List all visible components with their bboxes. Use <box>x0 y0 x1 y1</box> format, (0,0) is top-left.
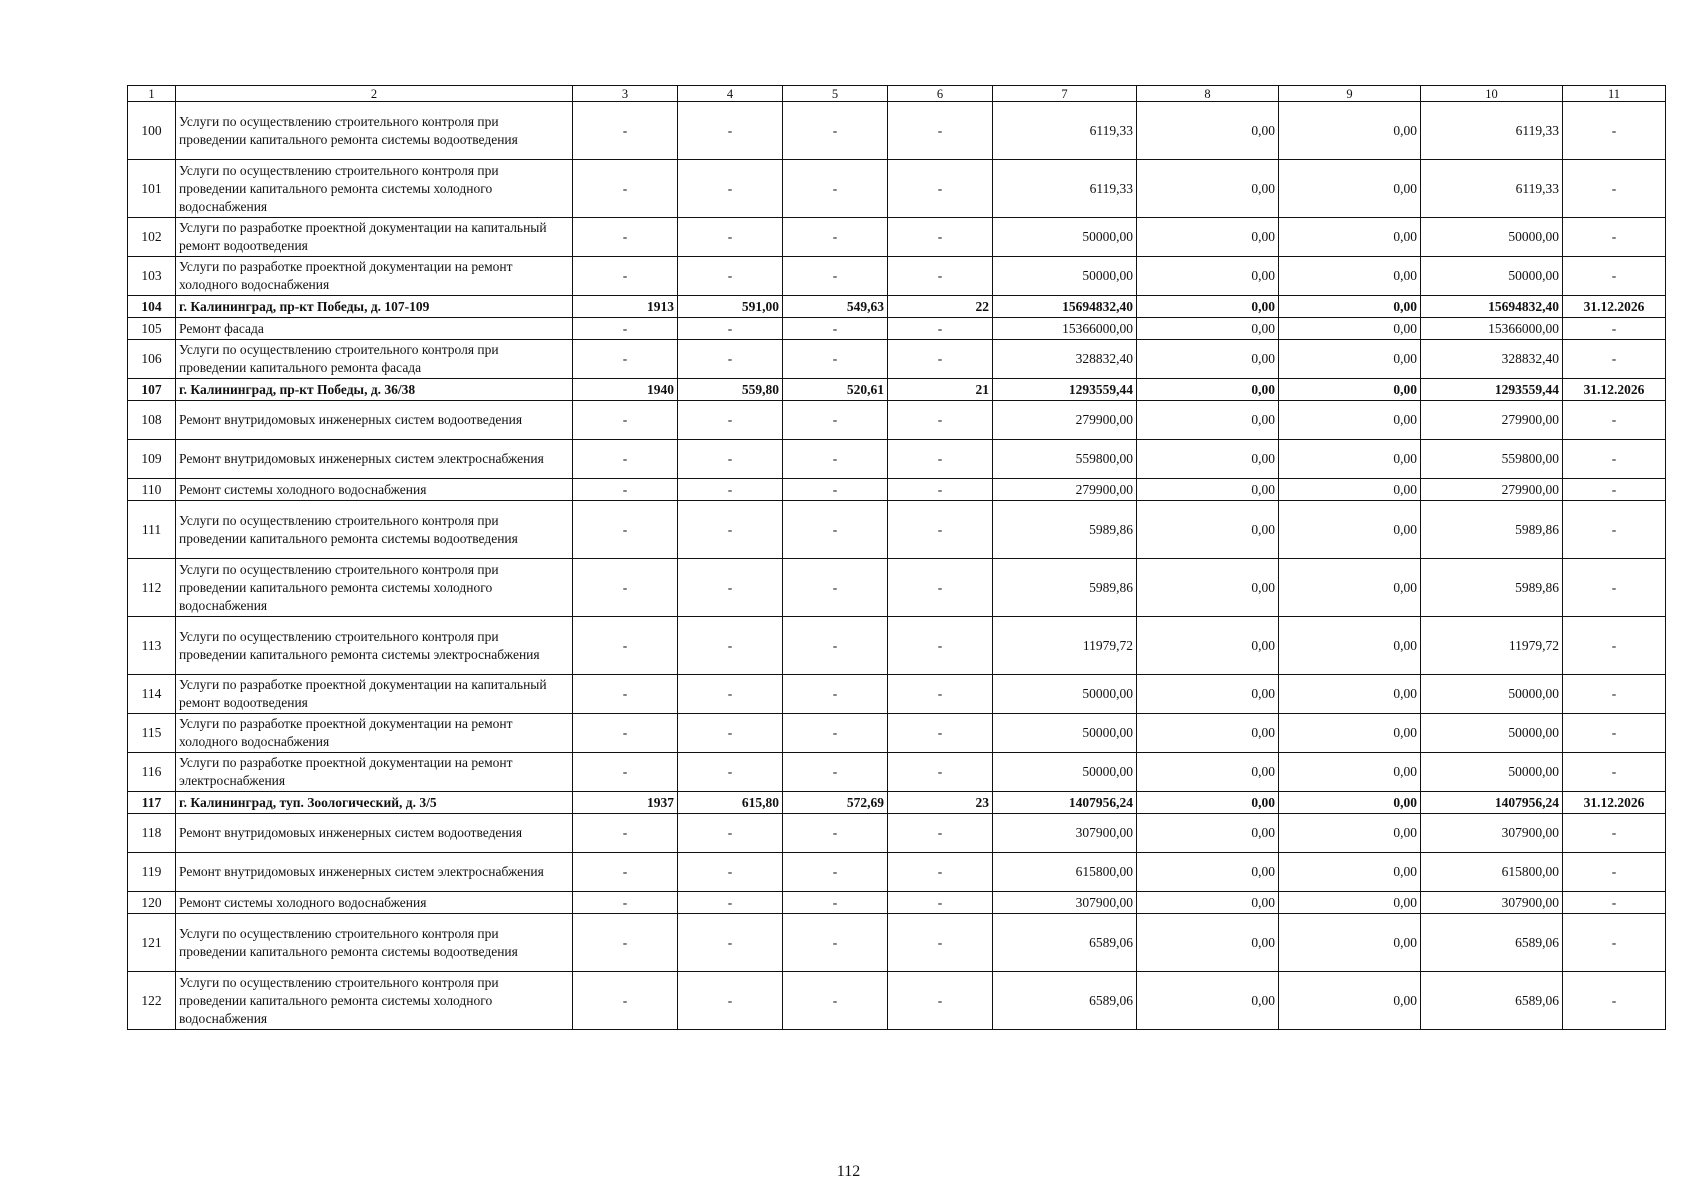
col-10-cell: 1293559,44 <box>1421 379 1563 401</box>
col-6-cell: - <box>888 218 993 257</box>
col-10-cell: 50000,00 <box>1421 675 1563 714</box>
col-3-cell: 1913 <box>573 296 678 318</box>
col-3-cell: - <box>573 892 678 914</box>
col-11-cell: 31.12.2026 <box>1563 379 1666 401</box>
column-number-row <box>128 86 1666 102</box>
col-7-cell: 6119,33 <box>993 102 1137 160</box>
table-row <box>128 914 1666 972</box>
col-5-cell: - <box>783 617 888 675</box>
col-8-cell: 0,00 <box>1137 753 1279 792</box>
col-9-cell: 0,00 <box>1279 853 1421 892</box>
col-5-cell: 572,69 <box>783 792 888 814</box>
row-number-cell: 113 <box>128 617 176 675</box>
col-5-cell: - <box>783 753 888 792</box>
col-5-cell: - <box>783 440 888 479</box>
col-6-cell: - <box>888 559 993 617</box>
col-10-cell: 6119,33 <box>1421 102 1563 160</box>
col-10-cell: 615800,00 <box>1421 853 1563 892</box>
col-5-cell: - <box>783 401 888 440</box>
col-4-cell: - <box>678 675 783 714</box>
col-9-cell: 0,00 <box>1279 318 1421 340</box>
col-3-cell: - <box>573 501 678 559</box>
col-7-cell: 50000,00 <box>993 257 1137 296</box>
col-5-cell: - <box>783 501 888 559</box>
col-3-cell: - <box>573 972 678 1030</box>
col-6-cell: 23 <box>888 792 993 814</box>
col-7-cell: 279900,00 <box>993 479 1137 501</box>
col-10-cell: 6119,33 <box>1421 160 1563 218</box>
col-8-cell: 0,00 <box>1137 218 1279 257</box>
row-number-cell: 119 <box>128 853 176 892</box>
col-4-cell: - <box>678 102 783 160</box>
col-11-cell: - <box>1563 102 1666 160</box>
col-4-cell: - <box>678 340 783 379</box>
col-10-cell: 50000,00 <box>1421 257 1563 296</box>
col-10-cell: 5989,86 <box>1421 501 1563 559</box>
column-header: 3 <box>573 86 678 102</box>
col-7-cell: 328832,40 <box>993 340 1137 379</box>
col-11-cell: - <box>1563 892 1666 914</box>
col-7-cell: 307900,00 <box>993 814 1137 853</box>
col-11-cell: - <box>1563 714 1666 753</box>
table-row <box>128 440 1666 479</box>
col-11-cell: - <box>1563 318 1666 340</box>
col-7-cell: 6589,06 <box>993 914 1137 972</box>
column-header: 6 <box>888 86 993 102</box>
col-8-cell: 0,00 <box>1137 340 1279 379</box>
work-name-cell: Услуги по осуществлению строительного контроля при проведении капитального ремонта системы холодного водоснабжения <box>176 160 573 218</box>
col-5-cell: - <box>783 914 888 972</box>
work-name-cell: Услуги по осуществлению строительного контроля при проведении капитального ремонта системы электроснабжения <box>176 617 573 675</box>
col-6-cell: - <box>888 340 993 379</box>
col-3-cell: - <box>573 853 678 892</box>
col-5-cell: - <box>783 218 888 257</box>
work-name-cell: Услуги по осуществлению строительного контроля при проведении капитального ремонта системы водоотведения <box>176 102 573 160</box>
row-number-cell: 103 <box>128 257 176 296</box>
col-8-cell: 0,00 <box>1137 440 1279 479</box>
col-3-cell: - <box>573 160 678 218</box>
col-10-cell: 1407956,24 <box>1421 792 1563 814</box>
col-11-cell: - <box>1563 617 1666 675</box>
col-3-cell: - <box>573 102 678 160</box>
col-5-cell: - <box>783 257 888 296</box>
col-10-cell: 559800,00 <box>1421 440 1563 479</box>
col-3-cell: - <box>573 440 678 479</box>
col-8-cell: 0,00 <box>1137 853 1279 892</box>
col-5-cell: - <box>783 318 888 340</box>
work-name-cell: Услуги по разработке проектной документации на капитальный ремонт водоотведения <box>176 218 573 257</box>
col-8-cell: 0,00 <box>1137 501 1279 559</box>
col-4-cell: - <box>678 853 783 892</box>
work-name-cell: Услуги по разработке проектной документации на ремонт электроснабжения <box>176 753 573 792</box>
row-number-cell: 101 <box>128 160 176 218</box>
col-8-cell: 0,00 <box>1137 792 1279 814</box>
col-6-cell: - <box>888 160 993 218</box>
col-11-cell: - <box>1563 914 1666 972</box>
col-7-cell: 279900,00 <box>993 401 1137 440</box>
col-10-cell: 15366000,00 <box>1421 318 1563 340</box>
work-name-cell: Услуги по осуществлению строительного контроля при проведении капитального ремонта системы водоотведения <box>176 501 573 559</box>
row-number-cell: 114 <box>128 675 176 714</box>
row-number-cell: 105 <box>128 318 176 340</box>
work-name-cell: г. Калининград, туп. Зоологический, д. 3/5 <box>176 792 573 814</box>
col-6-cell: - <box>888 440 993 479</box>
col-3-cell: 1937 <box>573 792 678 814</box>
col-4-cell: - <box>678 218 783 257</box>
table-row <box>128 892 1666 914</box>
col-9-cell: 0,00 <box>1279 914 1421 972</box>
column-header: 10 <box>1421 86 1563 102</box>
col-9-cell: 0,00 <box>1279 714 1421 753</box>
col-6-cell: - <box>888 257 993 296</box>
col-10-cell: 50000,00 <box>1421 218 1563 257</box>
col-4-cell: 559,80 <box>678 379 783 401</box>
col-6-cell: - <box>888 318 993 340</box>
column-header: 7 <box>993 86 1137 102</box>
col-3-cell: - <box>573 479 678 501</box>
col-4-cell: - <box>678 914 783 972</box>
col-8-cell: 0,00 <box>1137 914 1279 972</box>
col-11-cell: - <box>1563 218 1666 257</box>
work-name-cell: Ремонт внутридомовых инженерных систем водоотведения <box>176 401 573 440</box>
col-10-cell: 5989,86 <box>1421 559 1563 617</box>
col-6-cell: - <box>888 675 993 714</box>
col-6-cell: - <box>888 617 993 675</box>
table-row <box>128 814 1666 853</box>
col-4-cell: - <box>678 714 783 753</box>
col-9-cell: 0,00 <box>1279 479 1421 501</box>
row-number-cell: 121 <box>128 914 176 972</box>
col-6-cell: - <box>888 401 993 440</box>
work-name-cell: Ремонт системы холодного водоснабжения <box>176 892 573 914</box>
col-9-cell: 0,00 <box>1279 160 1421 218</box>
col-7-cell: 50000,00 <box>993 218 1137 257</box>
col-4-cell: - <box>678 501 783 559</box>
col-3-cell: - <box>573 318 678 340</box>
col-10-cell: 50000,00 <box>1421 753 1563 792</box>
row-number-cell: 117 <box>128 792 176 814</box>
work-name-cell: Услуги по разработке проектной документации на ремонт холодного водоснабжения <box>176 714 573 753</box>
col-11-cell: - <box>1563 257 1666 296</box>
col-4-cell: - <box>678 892 783 914</box>
column-header: 8 <box>1137 86 1279 102</box>
col-9-cell: 0,00 <box>1279 675 1421 714</box>
col-7-cell: 15694832,40 <box>993 296 1137 318</box>
row-number-cell: 122 <box>128 972 176 1030</box>
work-name-cell: Ремонт внутридомовых инженерных систем электроснабжения <box>176 440 573 479</box>
col-6-cell: - <box>888 479 993 501</box>
work-name-cell: г. Калининград, пр-кт Победы, д. 107-109 <box>176 296 573 318</box>
table-row <box>128 675 1666 714</box>
col-9-cell: 0,00 <box>1279 440 1421 479</box>
col-9-cell: 0,00 <box>1279 617 1421 675</box>
row-number-cell: 116 <box>128 753 176 792</box>
col-4-cell: - <box>678 814 783 853</box>
work-name-cell: Услуги по осуществлению строительного контроля при проведении капитального ремонта системы холодного водоснабжения <box>176 972 573 1030</box>
col-3-cell: - <box>573 753 678 792</box>
col-6-cell: 21 <box>888 379 993 401</box>
col-8-cell: 0,00 <box>1137 617 1279 675</box>
col-11-cell: - <box>1563 853 1666 892</box>
col-5-cell: - <box>783 160 888 218</box>
col-6-cell: - <box>888 102 993 160</box>
table-row <box>128 753 1666 792</box>
work-name-cell: г. Калининград, пр-кт Победы, д. 36/38 <box>176 379 573 401</box>
col-9-cell: 0,00 <box>1279 379 1421 401</box>
col-7-cell: 1293559,44 <box>993 379 1137 401</box>
col-11-cell: - <box>1563 401 1666 440</box>
col-11-cell: 31.12.2026 <box>1563 792 1666 814</box>
col-8-cell: 0,00 <box>1137 814 1279 853</box>
work-name-cell: Ремонт внутридомовых инженерных систем электроснабжения <box>176 853 573 892</box>
column-header: 5 <box>783 86 888 102</box>
col-7-cell: 11979,72 <box>993 617 1137 675</box>
work-name-cell: Ремонт внутридомовых инженерных систем водоотведения <box>176 814 573 853</box>
table-row <box>128 617 1666 675</box>
col-10-cell: 307900,00 <box>1421 814 1563 853</box>
row-number-cell: 111 <box>128 501 176 559</box>
col-7-cell: 307900,00 <box>993 892 1137 914</box>
row-number-cell: 104 <box>128 296 176 318</box>
col-6-cell: - <box>888 714 993 753</box>
col-11-cell: - <box>1563 972 1666 1030</box>
col-9-cell: 0,00 <box>1279 102 1421 160</box>
col-5-cell: - <box>783 714 888 753</box>
row-number-cell: 102 <box>128 218 176 257</box>
col-8-cell: 0,00 <box>1137 257 1279 296</box>
col-6-cell: - <box>888 814 993 853</box>
row-number-cell: 112 <box>128 559 176 617</box>
col-5-cell: - <box>783 853 888 892</box>
col-4-cell: - <box>678 479 783 501</box>
col-9-cell: 0,00 <box>1279 972 1421 1030</box>
col-7-cell: 6119,33 <box>993 160 1137 218</box>
col-4-cell: - <box>678 559 783 617</box>
col-10-cell: 307900,00 <box>1421 892 1563 914</box>
table-row <box>128 853 1666 892</box>
table-row <box>128 972 1666 1030</box>
col-11-cell: - <box>1563 675 1666 714</box>
col-4-cell: 615,80 <box>678 792 783 814</box>
row-number-cell: 107 <box>128 379 176 401</box>
col-3-cell: - <box>573 340 678 379</box>
column-header: 11 <box>1563 86 1666 102</box>
work-name-cell: Услуги по осуществлению строительного контроля при проведении капитального ремонта системы холодного водоснабжения <box>176 559 573 617</box>
table-row <box>128 218 1666 257</box>
col-3-cell: - <box>573 814 678 853</box>
work-name-cell: Ремонт системы холодного водоснабжения <box>176 479 573 501</box>
col-5-cell: 520,61 <box>783 379 888 401</box>
col-7-cell: 559800,00 <box>993 440 1137 479</box>
col-7-cell: 1407956,24 <box>993 792 1137 814</box>
row-number-cell: 120 <box>128 892 176 914</box>
col-7-cell: 6589,06 <box>993 972 1137 1030</box>
work-name-cell: Услуги по разработке проектной документации на капитальный ремонт водоотведения <box>176 675 573 714</box>
work-name-cell: Ремонт фасада <box>176 318 573 340</box>
table-row <box>128 559 1666 617</box>
col-10-cell: 279900,00 <box>1421 479 1563 501</box>
row-number-cell: 108 <box>128 401 176 440</box>
table-row <box>128 379 1666 401</box>
col-9-cell: 0,00 <box>1279 501 1421 559</box>
col-11-cell: - <box>1563 479 1666 501</box>
work-name-cell: Услуги по разработке проектной документации на ремонт холодного водоснабжения <box>176 257 573 296</box>
col-3-cell: - <box>573 257 678 296</box>
row-number-cell: 106 <box>128 340 176 379</box>
col-10-cell: 6589,06 <box>1421 914 1563 972</box>
col-8-cell: 0,00 <box>1137 559 1279 617</box>
col-3-cell: - <box>573 401 678 440</box>
work-name-cell: Услуги по осуществлению строительного контроля при проведении капитального ремонта фасада <box>176 340 573 379</box>
col-11-cell: - <box>1563 440 1666 479</box>
col-3-cell: - <box>573 714 678 753</box>
table-row <box>128 296 1666 318</box>
row-number-cell: 118 <box>128 814 176 853</box>
col-6-cell: - <box>888 753 993 792</box>
table-body <box>128 102 1666 1030</box>
col-9-cell: 0,00 <box>1279 753 1421 792</box>
col-5-cell: - <box>783 814 888 853</box>
col-11-cell: - <box>1563 160 1666 218</box>
table-row <box>128 318 1666 340</box>
col-9-cell: 0,00 <box>1279 792 1421 814</box>
col-5-cell: - <box>783 559 888 617</box>
col-6-cell: - <box>888 914 993 972</box>
col-8-cell: 0,00 <box>1137 379 1279 401</box>
col-8-cell: 0,00 <box>1137 296 1279 318</box>
table-row <box>128 479 1666 501</box>
col-9-cell: 0,00 <box>1279 892 1421 914</box>
col-7-cell: 5989,86 <box>993 501 1137 559</box>
col-11-cell: 31.12.2026 <box>1563 296 1666 318</box>
col-7-cell: 50000,00 <box>993 714 1137 753</box>
col-8-cell: 0,00 <box>1137 892 1279 914</box>
col-11-cell: - <box>1563 753 1666 792</box>
row-number-cell: 110 <box>128 479 176 501</box>
col-8-cell: 0,00 <box>1137 102 1279 160</box>
col-6-cell: - <box>888 892 993 914</box>
col-5-cell: - <box>783 102 888 160</box>
column-header: 9 <box>1279 86 1421 102</box>
col-9-cell: 0,00 <box>1279 218 1421 257</box>
col-8-cell: 0,00 <box>1137 160 1279 218</box>
col-6-cell: - <box>888 853 993 892</box>
col-3-cell: 1940 <box>573 379 678 401</box>
col-3-cell: - <box>573 675 678 714</box>
col-11-cell: - <box>1563 340 1666 379</box>
table-row <box>128 340 1666 379</box>
col-5-cell: - <box>783 340 888 379</box>
col-4-cell: - <box>678 160 783 218</box>
col-7-cell: 50000,00 <box>993 753 1137 792</box>
row-number-cell: 115 <box>128 714 176 753</box>
col-4-cell: - <box>678 440 783 479</box>
col-7-cell: 615800,00 <box>993 853 1137 892</box>
col-8-cell: 0,00 <box>1137 479 1279 501</box>
col-6-cell: - <box>888 501 993 559</box>
col-4-cell: - <box>678 753 783 792</box>
row-number-cell: 109 <box>128 440 176 479</box>
col-8-cell: 0,00 <box>1137 714 1279 753</box>
row-number-cell: 100 <box>128 102 176 160</box>
col-8-cell: 0,00 <box>1137 401 1279 440</box>
col-10-cell: 50000,00 <box>1421 714 1563 753</box>
col-9-cell: 0,00 <box>1279 814 1421 853</box>
col-8-cell: 0,00 <box>1137 318 1279 340</box>
col-4-cell: - <box>678 401 783 440</box>
col-9-cell: 0,00 <box>1279 340 1421 379</box>
col-11-cell: - <box>1563 814 1666 853</box>
column-header: 1 <box>128 86 176 102</box>
col-3-cell: - <box>573 617 678 675</box>
col-5-cell: - <box>783 892 888 914</box>
col-4-cell: - <box>678 257 783 296</box>
col-4-cell: 591,00 <box>678 296 783 318</box>
table-row <box>128 401 1666 440</box>
table-row <box>128 160 1666 218</box>
col-8-cell: 0,00 <box>1137 675 1279 714</box>
column-header: 2 <box>176 86 573 102</box>
col-5-cell: 549,63 <box>783 296 888 318</box>
col-4-cell: - <box>678 617 783 675</box>
col-11-cell: - <box>1563 559 1666 617</box>
table-row <box>128 792 1666 814</box>
col-10-cell: 11979,72 <box>1421 617 1563 675</box>
col-9-cell: 0,00 <box>1279 296 1421 318</box>
col-5-cell: - <box>783 675 888 714</box>
col-4-cell: - <box>678 318 783 340</box>
table-row <box>128 102 1666 160</box>
work-name-cell: Услуги по осуществлению строительного контроля при проведении капитального ремонта системы водоотведения <box>176 914 573 972</box>
col-3-cell: - <box>573 559 678 617</box>
col-7-cell: 15366000,00 <box>993 318 1137 340</box>
col-7-cell: 5989,86 <box>993 559 1137 617</box>
table-row <box>128 257 1666 296</box>
col-6-cell: - <box>888 972 993 1030</box>
col-4-cell: - <box>678 972 783 1030</box>
col-5-cell: - <box>783 479 888 501</box>
repair-works-table <box>127 85 1666 1030</box>
col-3-cell: - <box>573 914 678 972</box>
col-10-cell: 15694832,40 <box>1421 296 1563 318</box>
col-11-cell: - <box>1563 501 1666 559</box>
col-8-cell: 0,00 <box>1137 972 1279 1030</box>
col-10-cell: 6589,06 <box>1421 972 1563 1030</box>
col-5-cell: - <box>783 972 888 1030</box>
col-9-cell: 0,00 <box>1279 559 1421 617</box>
col-9-cell: 0,00 <box>1279 257 1421 296</box>
col-3-cell: - <box>573 218 678 257</box>
col-6-cell: 22 <box>888 296 993 318</box>
col-10-cell: 328832,40 <box>1421 340 1563 379</box>
col-9-cell: 0,00 <box>1279 401 1421 440</box>
table-row <box>128 714 1666 753</box>
column-header: 4 <box>678 86 783 102</box>
col-7-cell: 50000,00 <box>993 675 1137 714</box>
page-number: 112 <box>836 1163 861 1180</box>
table-row <box>128 501 1666 559</box>
col-10-cell: 279900,00 <box>1421 401 1563 440</box>
